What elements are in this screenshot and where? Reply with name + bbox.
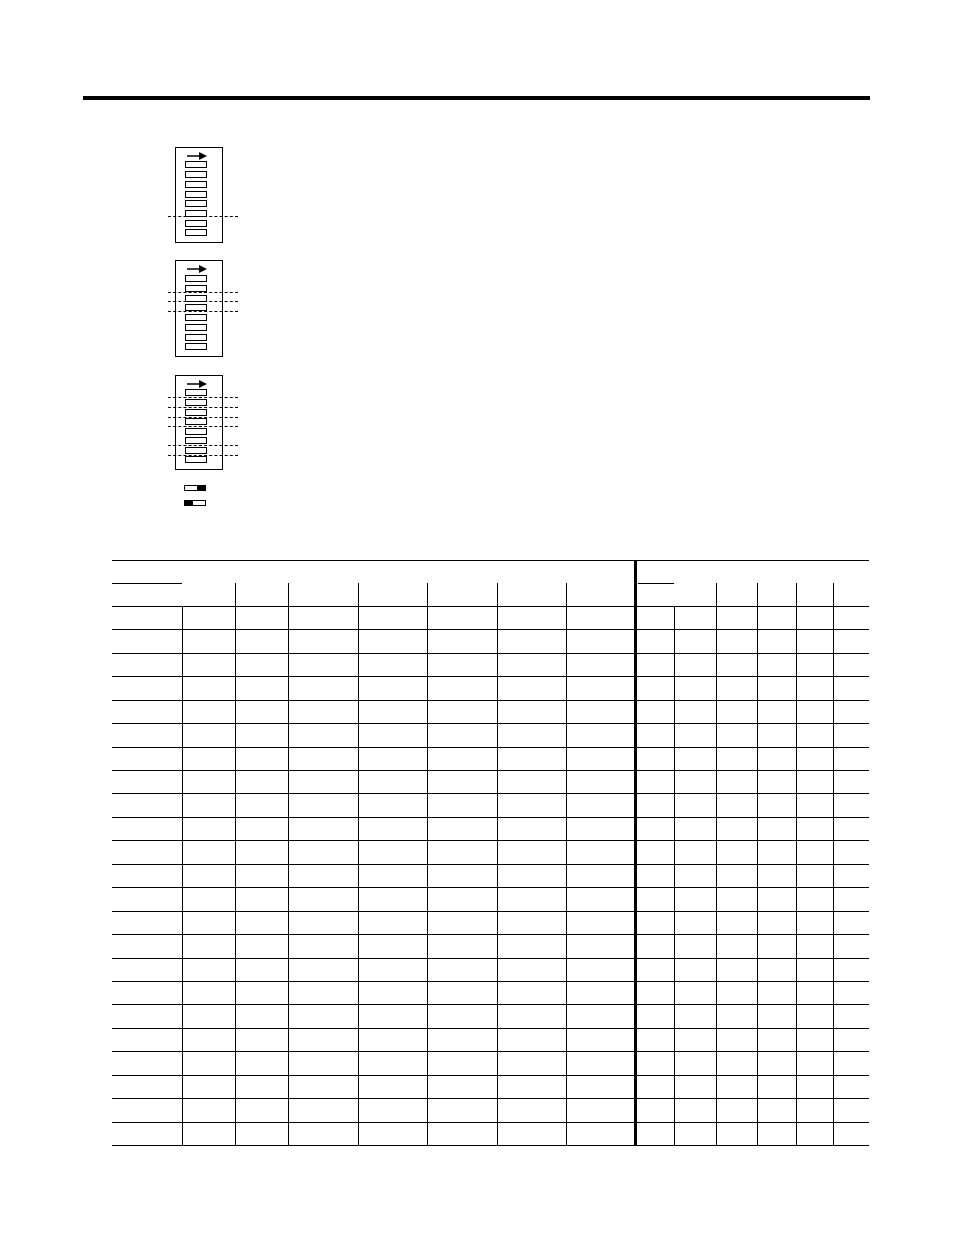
- dashed-leader: [168, 292, 238, 293]
- table-column-line: [288, 583, 289, 1145]
- table-column-line: [182, 606, 183, 1145]
- table-column-line: [358, 583, 359, 1145]
- top-rule: [83, 96, 870, 100]
- table-column-line: [427, 583, 428, 1145]
- switch-cell: [185, 389, 207, 396]
- header-underline: [638, 583, 674, 584]
- switch-cell: [185, 171, 207, 178]
- switch-cell: [185, 314, 207, 321]
- table-column-line: [716, 583, 717, 1145]
- switch-cell: [185, 399, 207, 406]
- switch-cell: [185, 285, 207, 292]
- switch-cell: [185, 229, 207, 236]
- table-row-line: [112, 911, 869, 912]
- dashed-leader: [168, 311, 238, 312]
- legend-switch-off: [184, 500, 206, 506]
- table-column-line: [497, 583, 498, 1145]
- table-row-line: [112, 700, 869, 701]
- table-row-line: [112, 676, 869, 677]
- switch-cell: [185, 161, 207, 168]
- table-row-line: [112, 934, 869, 935]
- dip-switch-diagram-2: [175, 260, 223, 357]
- arrow-icon: [187, 380, 207, 388]
- table-column-line: [566, 583, 567, 1145]
- table-row-line: [112, 1075, 869, 1076]
- table-row-line: [112, 629, 869, 630]
- table-row-line: [112, 981, 869, 982]
- switch-cell: [185, 191, 207, 198]
- table-column-line: [674, 606, 675, 1145]
- switch-cell: [185, 275, 207, 282]
- table-row-line: [112, 864, 869, 865]
- legend-switch-on: [184, 485, 206, 491]
- table-row-line: [112, 747, 869, 748]
- table-column-line: [833, 583, 834, 1145]
- dashed-leader: [168, 426, 238, 427]
- dashed-leader: [168, 445, 238, 446]
- switch-cell: [185, 220, 207, 227]
- table-row-line: [112, 793, 869, 794]
- table-row-line: [112, 887, 869, 888]
- table-row-line: [112, 770, 869, 771]
- dashed-leader: [168, 216, 238, 217]
- table-row-line: [112, 1098, 869, 1099]
- switch-cell: [185, 181, 207, 188]
- dashed-leader: [168, 417, 238, 418]
- dashed-leader: [168, 455, 238, 456]
- arrow-icon: [187, 152, 207, 160]
- switch-cell: [185, 418, 207, 425]
- table-separator: [634, 560, 637, 1145]
- switch-cell: [185, 447, 207, 454]
- table-row-line: [112, 723, 869, 724]
- header-underline: [112, 583, 182, 584]
- switch-cell: [185, 437, 207, 444]
- switch-cell: [185, 324, 207, 331]
- table-row-line: [112, 1122, 869, 1123]
- switch-cell: [185, 456, 207, 463]
- table-row-line: [112, 1051, 869, 1052]
- dashed-leader: [168, 301, 238, 302]
- table-row-line: [112, 1004, 869, 1005]
- switch-cell: [185, 304, 207, 311]
- switch-cell: [185, 428, 207, 435]
- arrow-icon: [187, 265, 207, 273]
- dashed-leader: [168, 407, 238, 408]
- table-row-line: [112, 958, 869, 959]
- table-row-line: [112, 606, 869, 607]
- table-column-line: [796, 583, 797, 1145]
- dashed-leader: [168, 397, 238, 398]
- table-row-line: [112, 817, 869, 818]
- dip-switch-diagram-1: [175, 147, 223, 243]
- switch-cell: [185, 200, 207, 207]
- switch-cell: [185, 334, 207, 341]
- switch-cell: [185, 343, 207, 350]
- table-column-line: [235, 583, 236, 1145]
- table-row-line: [112, 840, 869, 841]
- table-top-rule: [112, 560, 869, 561]
- table-row-line: [112, 1028, 869, 1029]
- table-column-line: [757, 583, 758, 1145]
- table-row-line: [112, 653, 869, 654]
- switch-cell: [185, 409, 207, 416]
- table-row-line: [112, 1145, 869, 1146]
